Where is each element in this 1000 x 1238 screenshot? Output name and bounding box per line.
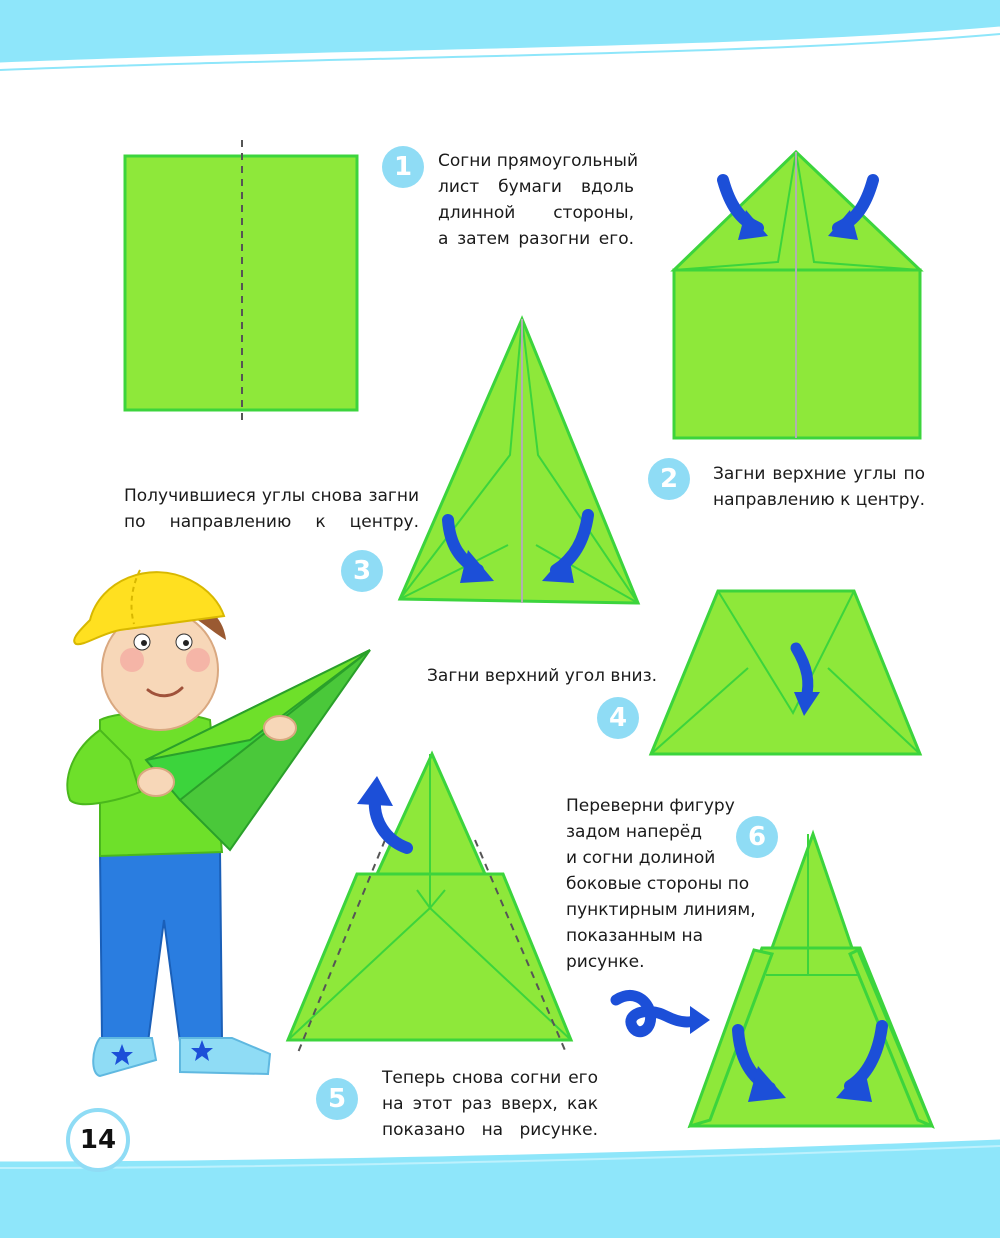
step2-badge: 2 — [648, 458, 690, 500]
step5-badge: 5 — [316, 1078, 358, 1120]
step6-figure — [686, 830, 948, 1135]
step4-badge: 4 — [597, 697, 639, 739]
footer-wave — [0, 1130, 1000, 1238]
step1-badge: 1 — [382, 146, 424, 188]
step2-text: Загни верхние углы по направлению к центру. — [713, 464, 926, 510]
header-wave — [0, 0, 1000, 100]
step6-text: Переверни фигуру задом наперёд и согни долиной боковые стороны по пунктирным линиям, показанным на рисунке. — [566, 796, 756, 972]
step1-figure — [120, 140, 370, 430]
step4-text: Загни верхний угол вниз. — [427, 666, 658, 686]
step3-figure — [398, 315, 643, 607]
step2-figure — [668, 150, 928, 445]
step5-text: Теперь снова согни его на этот раз вверх, как показано на рисунке. — [382, 1068, 598, 1140]
step3-badge: 3 — [341, 550, 383, 592]
step1-text: Согни прямоугольный лист бумаги вдоль длинной стороны, а затем разогни его. — [438, 151, 638, 249]
step6-badge: 6 — [736, 816, 778, 858]
boy-illustration — [60, 560, 380, 1090]
step3-text: Получившиеся углы снова загни по направлению к центру. — [124, 486, 419, 532]
page-number: 14 — [66, 1108, 130, 1172]
step4-figure — [648, 588, 923, 760]
